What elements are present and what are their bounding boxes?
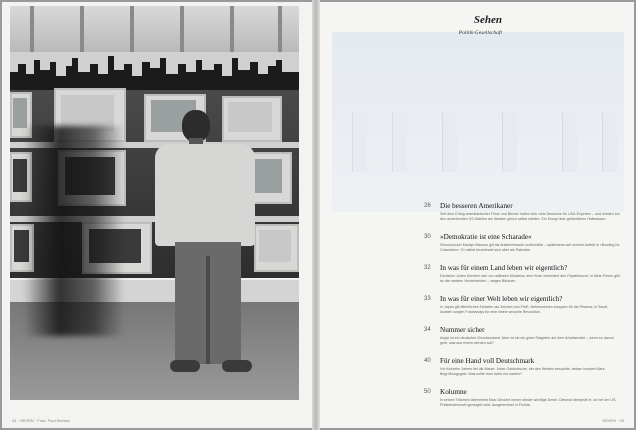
background-flags-image — [332, 32, 624, 212]
toc-teaser: Angst ist ein deutscher Grundzustand. Aber ist sie ein guter Ratgeber auf dem Arbeitsmarkt – wenn es darum geht, was aus einem werden soll? — [440, 336, 614, 345]
toc-page-number: 34 — [424, 327, 431, 333]
toc-page-number: 33 — [424, 296, 431, 302]
toc-teaser: Schockrocker Marilyn Manson gilt als Antiamerikaner schlechthin – spätestens seit seinem Auftritt in »Bowling for Columbine«. Er selbst bezeichnet sich aber als Patrioten. — [440, 243, 620, 252]
toc-page-number: 50 — [424, 389, 431, 395]
flag-decoration — [562, 112, 577, 172]
passerby-motion-blur — [24, 126, 124, 336]
toc-teaser: Deutsche Juden fürchten sich vor radikalen Moslems; eine Krise verhindert den Papstbesuch; in Melk-Primm gibt es die meisten Verkehrstoten – wegen Bäumen. — [440, 274, 620, 283]
ceiling-beam — [230, 6, 234, 58]
television — [222, 96, 282, 142]
toc-teaser: Vor fünfzehn Jahren fiel die Mauer. Jeder Ostdeutsche, der den Westen besuchte, bekam hundert Mark Begrüßungsgeld. Was sollte man dafür nur kaufen? — [440, 367, 605, 376]
toc-item[interactable] — [424, 296, 620, 327]
toc-item[interactable] — [424, 389, 620, 420]
toc-teaser: In seinen Träumen übernimmt Marc Deckert immer wieder wichtige Ämter. Diesmal überprüft er, ob bei der US-Präsidentenwahl gemogelt wird. Ausgerechnet in Florida. — [440, 398, 617, 407]
man-shoe — [170, 360, 200, 372]
toc-item[interactable] — [424, 203, 620, 234]
toc-teaser: In Japan gilt öffentliches Schlafen als Zeichen von Fleiß, Nebenwirmen shoppen für die Pharma; in Saudi-Arabien sorgen Fotohandys für eine kleine sexuelle Revolution. — [440, 305, 609, 314]
man-legs-gap — [206, 256, 210, 364]
page-footer-right: SEHEN · 25 — [602, 418, 624, 423]
toc-item[interactable] — [424, 234, 620, 265]
toc-item[interactable] — [424, 327, 620, 358]
toc-page-number: 30 — [424, 234, 431, 240]
tv-store-photo — [10, 6, 299, 400]
flag-decoration — [502, 112, 517, 172]
toc-title[interactable]: Die besseren Amerikaner — [440, 202, 513, 210]
ceiling-beam — [80, 6, 84, 58]
toc-title[interactable]: Kolumne — [440, 388, 467, 396]
toc-item[interactable] — [424, 358, 620, 389]
ceiling — [10, 6, 299, 58]
toc-title[interactable]: »Demokratie ist eine Scharade« — [440, 233, 532, 241]
skyline-decoration — [10, 52, 299, 92]
toc-page-number: 32 — [424, 265, 431, 271]
flag-decoration — [442, 112, 457, 172]
ceiling-beam — [30, 6, 34, 58]
ceiling-beam — [180, 6, 184, 58]
toc-title[interactable]: In was für einer Welt leben wir eigentlich? — [440, 295, 563, 303]
toc-title[interactable]: In was für einem Land leben wir eigentlich? — [440, 264, 568, 272]
right-page — [320, 2, 634, 428]
toc-title[interactable]: Nummer sicher — [440, 326, 485, 334]
section-subtitle: Politik·Gesellschaft — [458, 30, 502, 36]
flag-decoration — [352, 112, 367, 172]
gutter — [312, 0, 320, 430]
toc-teaser: Seit dem Erfolg amerikanischer Filme und Bücher halten sich viele Deutsche für USA-Experten – und würden bei den anstehenden US-Wahlen am liebsten gleich selbst wählen. Ein Essay über gefährliches Halbwissen. — [440, 212, 620, 221]
toc-title[interactable]: Für eine Hand voll Deutschmark — [440, 357, 535, 365]
ceiling-beam — [130, 6, 134, 58]
section-title: Sehen — [473, 14, 502, 26]
left-page — [2, 2, 314, 428]
table-of-contents — [424, 203, 620, 420]
toc-item[interactable] — [424, 265, 620, 296]
page-footer-left: 24 · SEHEN · Foto: Paul Kletzke — [12, 418, 70, 423]
flag-decoration — [602, 112, 617, 172]
flag-decoration — [392, 112, 407, 172]
television — [254, 224, 299, 272]
man-jacket — [155, 144, 255, 246]
toc-page-number: 26 — [424, 203, 431, 209]
ceiling-beam — [278, 6, 282, 58]
toc-page-number: 40 — [424, 358, 431, 364]
man-shoe — [222, 360, 252, 372]
